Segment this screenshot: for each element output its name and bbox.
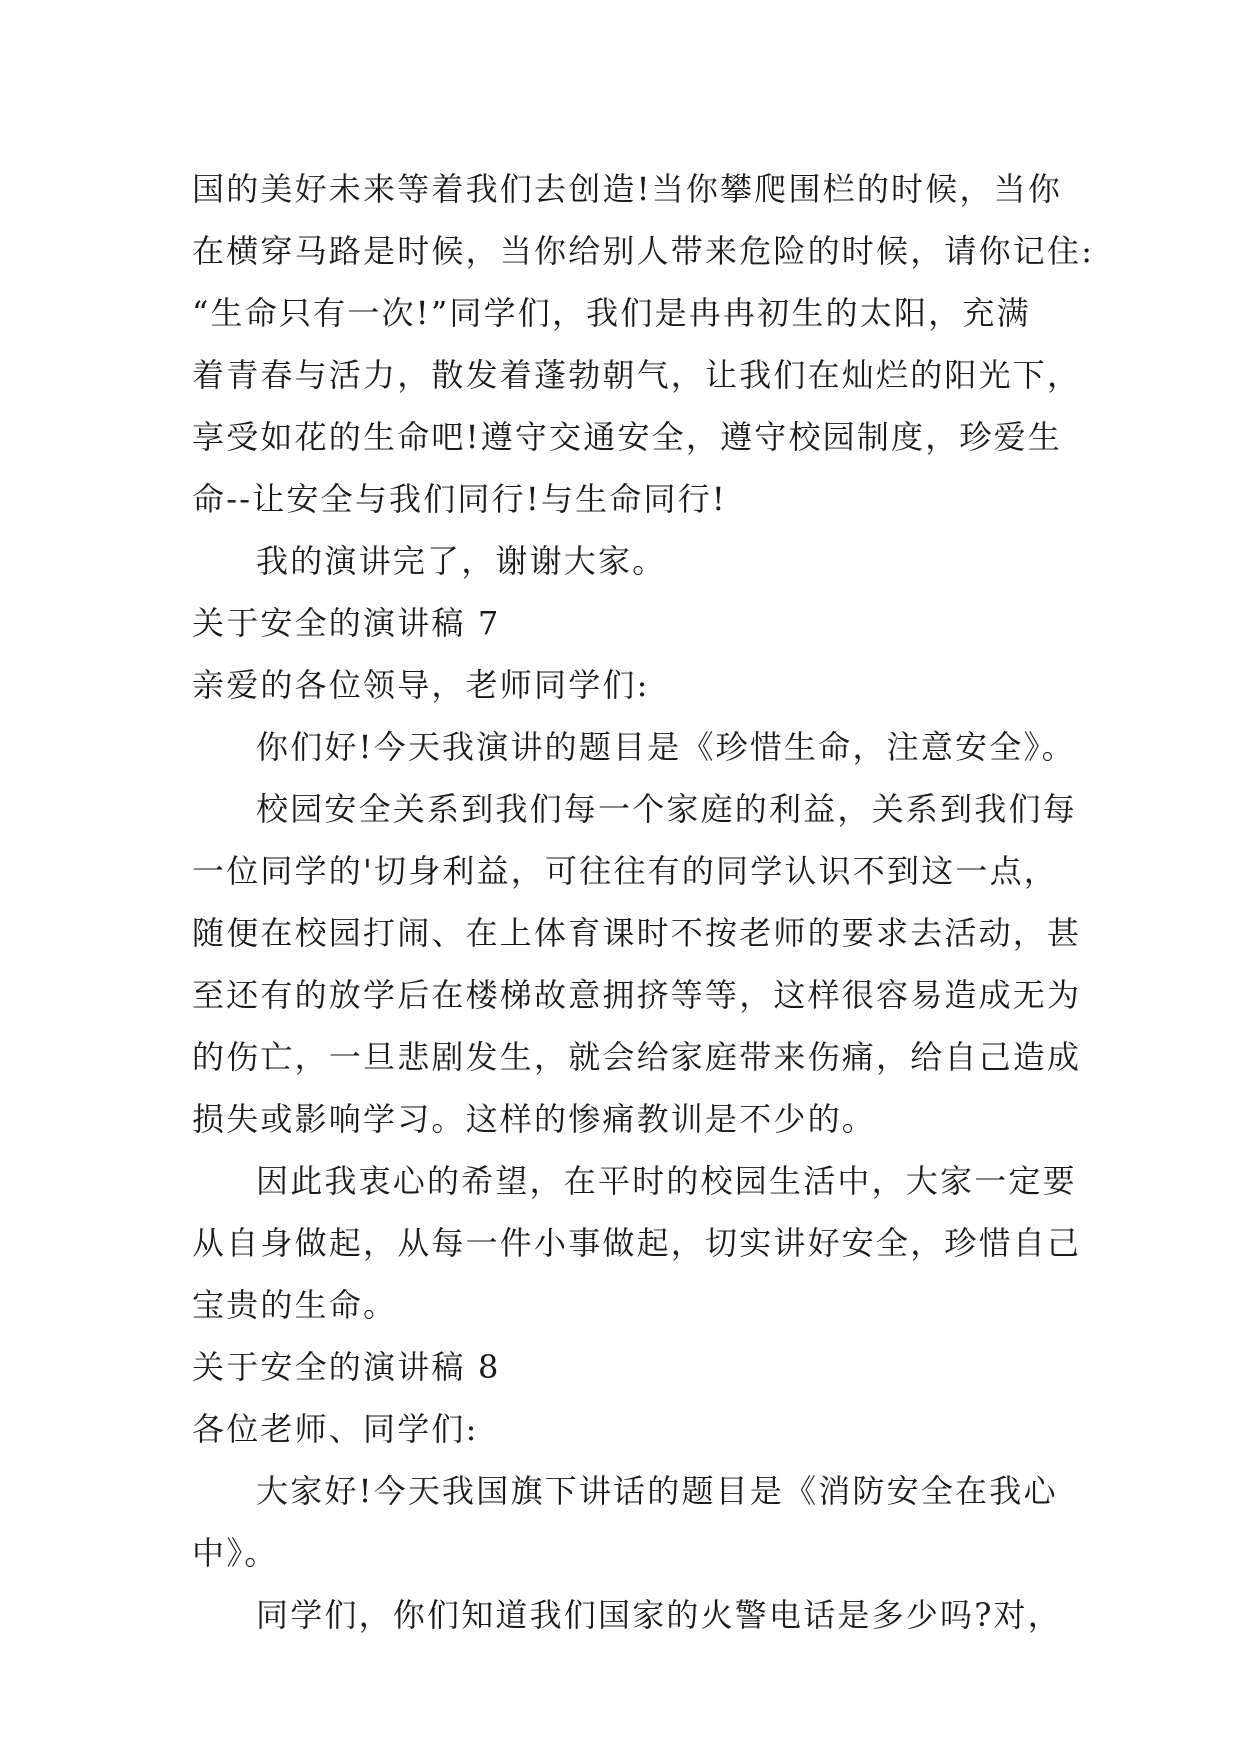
paragraph-line: 你们好!今天我演讲的题目是《珍惜生命，注意安全》。 [256, 728, 1076, 766]
paragraph-line: 损失或影响学习。这样的惨痛教训是不少的。 [192, 1100, 877, 1138]
paragraph-line: 从自身做起，从每一件小事做起，切实讲好安全，珍惜自己 [192, 1224, 1082, 1262]
document-body [192, 158, 1095, 1646]
section-heading: 关于安全的演讲稿 8 [192, 1348, 501, 1386]
paragraph-line: 命--让安全与我们同行!与生命同行! [192, 480, 727, 518]
paragraph-line: 国的美好未来等着我们去创造!当你攀爬围栏的时候，当你 [192, 170, 1063, 208]
paragraph-line: 享受如花的生命吧!遵守交通安全，遵守校园制度，珍爱生 [192, 418, 1063, 456]
salutation: 亲爱的各位领导，老师同学们: [192, 666, 650, 704]
paragraph-line: 同学们，你们知道我们国家的火警电话是多少吗?对， [256, 1596, 1062, 1634]
paragraph-line: 宝贵的生命。 [192, 1286, 398, 1324]
section-heading: 关于安全的演讲稿 7 [192, 604, 501, 642]
paragraph-line: 着青春与活力，散发着蓬勃朝气，让我们在灿烂的阳光下， [192, 356, 1082, 394]
paragraph-line: 校园安全关系到我们每一个家庭的利益，关系到我们每 [256, 790, 1077, 828]
salutation: 各位老师、同学们: [192, 1410, 479, 1448]
paragraph-line: 在横穿马路是时候，当你给别人带来危险的时候，请你记住: [192, 232, 1095, 270]
paragraph-line: 一位同学的'切身利益，可往往有的同学认识不到这一点， [192, 852, 1058, 890]
paragraph-line: 我的演讲完了，谢谢大家。 [256, 542, 667, 580]
paragraph-line: 的伤亡，一旦悲剧发生，就会给家庭带来伤痛，给自己造成 [192, 1038, 1082, 1076]
paragraph-line: 大家好!今天我国旗下讲话的题目是《消防安全在我心 [256, 1472, 1058, 1510]
paragraph-line: 中》。 [192, 1534, 279, 1572]
paragraph-line: 随便在校园打闹、在上体育课时不按老师的要求去活动，甚 [192, 914, 1082, 952]
paragraph-line: 因此我衷心的希望，在平时的校园生活中，大家一定要 [256, 1162, 1077, 1200]
paragraph-line: 至还有的放学后在楼梯故意拥挤等等，这样很容易造成无为 [192, 976, 1082, 1014]
paragraph-line: “生命只有一次!”同学们，我们是冉冉初生的太阳，充满 [192, 294, 1031, 332]
